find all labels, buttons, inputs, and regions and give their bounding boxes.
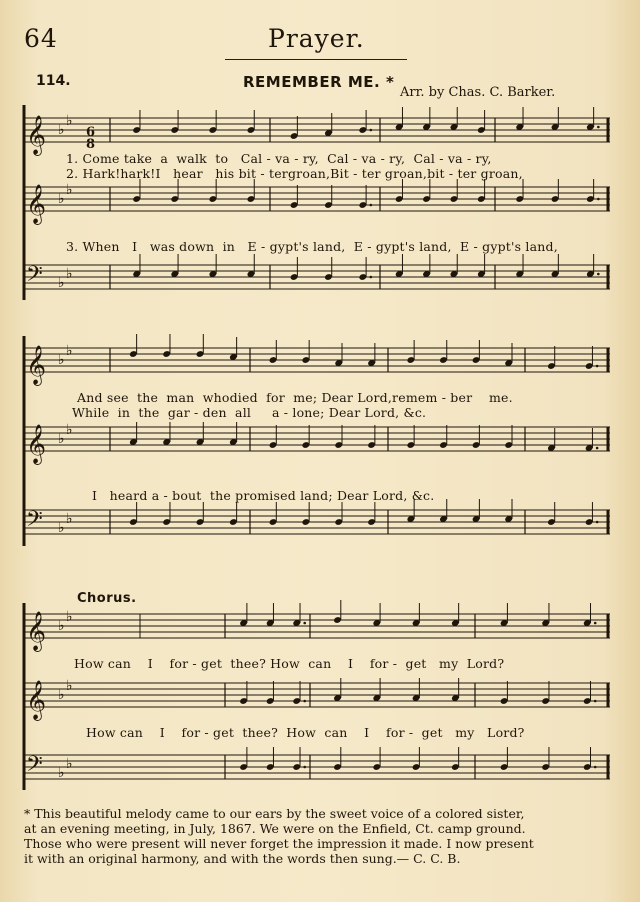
flat-sign: ♭	[66, 422, 73, 438]
footnote-line-3: Those who were present will never forget the impression it made. I now present	[24, 836, 534, 851]
flat-sign: ♭	[58, 520, 65, 536]
dot	[303, 622, 306, 625]
flat-sign: ♭	[66, 609, 73, 625]
bass-clef: 𝄢	[26, 752, 43, 782]
flat-sign: ♭	[58, 191, 65, 207]
treble-clef: 𝄞	[26, 345, 47, 385]
dot	[597, 198, 600, 201]
dot	[596, 365, 599, 368]
arranger-credit: Arr. by Chas. C. Barker.	[400, 85, 556, 100]
treble-clef: 𝄞	[26, 115, 47, 155]
dot	[596, 521, 599, 524]
flat-sign: ♭	[58, 431, 65, 447]
hymn-number: 114.	[36, 73, 71, 89]
flat-sign: ♭	[58, 765, 65, 781]
flat-sign: ♭	[66, 182, 73, 198]
treble-clef: 𝄞	[26, 424, 47, 464]
flat-sign: ♭	[66, 511, 73, 527]
page-number: 64	[24, 24, 58, 53]
treble-clef: 𝄞	[26, 611, 47, 651]
dot	[594, 622, 597, 625]
chorus-label: Chorus.	[77, 591, 137, 606]
dot	[370, 129, 373, 132]
dot	[594, 766, 597, 769]
system1-lyric-verse1: 1. Come take a walk to Cal - va - ry, Cal - va - ry, Cal - va - ry,	[66, 151, 492, 166]
dot	[370, 204, 373, 207]
flat-sign: ♭	[58, 275, 65, 291]
section-title: Prayer.	[268, 24, 365, 53]
dot	[370, 276, 373, 279]
treble-clef: 𝄞	[26, 680, 47, 720]
dot	[594, 700, 597, 703]
dot	[303, 700, 306, 703]
flat-sign: ♭	[66, 756, 73, 772]
system2-lyric-verse1: And see the man whodied for me; Dear Lord,remem - ber me.	[77, 390, 513, 405]
footnote-line-4: it with an original harmony, and with the words then sung.— C. C. B.	[24, 851, 461, 866]
system2-lyric-verse3: I heard a - bout the promised land; Dear Lord, &c.	[92, 488, 435, 503]
treble-clef: 𝄞	[26, 184, 47, 224]
time-signature: 8	[86, 137, 96, 152]
system1-lyric-verse3: 3. When I was down in E - gypt's land, E - gypt's land, E - gypt's land,	[66, 239, 558, 254]
bass-clef: 𝄢	[26, 507, 43, 537]
flat-sign: ♭	[66, 113, 73, 129]
flat-sign: ♭	[58, 122, 65, 138]
flat-sign: ♭	[66, 343, 73, 359]
footnote-line-1: * This beautiful melody came to our ears by the sweet voice of a colored sister,	[24, 806, 525, 821]
footnote-line-2: at an evening meeting, in July, 1867. We were on the Enfield, Ct. camp ground.	[24, 821, 526, 836]
dot	[596, 447, 599, 450]
flat-sign: ♭	[58, 687, 65, 703]
hymn-title: REMEMBER ME. *	[243, 73, 395, 91]
dot	[597, 273, 600, 276]
chorus-lyric-lower: How can I for - get thee? How can I for - get my Lord?	[86, 725, 525, 740]
flat-sign: ♭	[66, 678, 73, 694]
flat-sign: ♭	[58, 352, 65, 368]
time-signature: 6	[86, 125, 96, 140]
system1-lyric-verse2: 2. Hark!hark!I hear his bit - tergroan,Bit - ter groan,bit - ter groan,	[66, 166, 523, 181]
bass-clef: 𝄢	[26, 262, 43, 292]
chorus-lyric-upper: How can I for - get thee? How can I for - get my Lord?	[74, 656, 505, 671]
flat-sign: ♭	[58, 618, 65, 634]
system2-lyric-verse2: While in the gar - den all a - lone; Dear Lord, &c.	[72, 405, 427, 420]
flat-sign: ♭	[66, 266, 73, 282]
dot	[303, 766, 306, 769]
dot	[597, 126, 600, 129]
